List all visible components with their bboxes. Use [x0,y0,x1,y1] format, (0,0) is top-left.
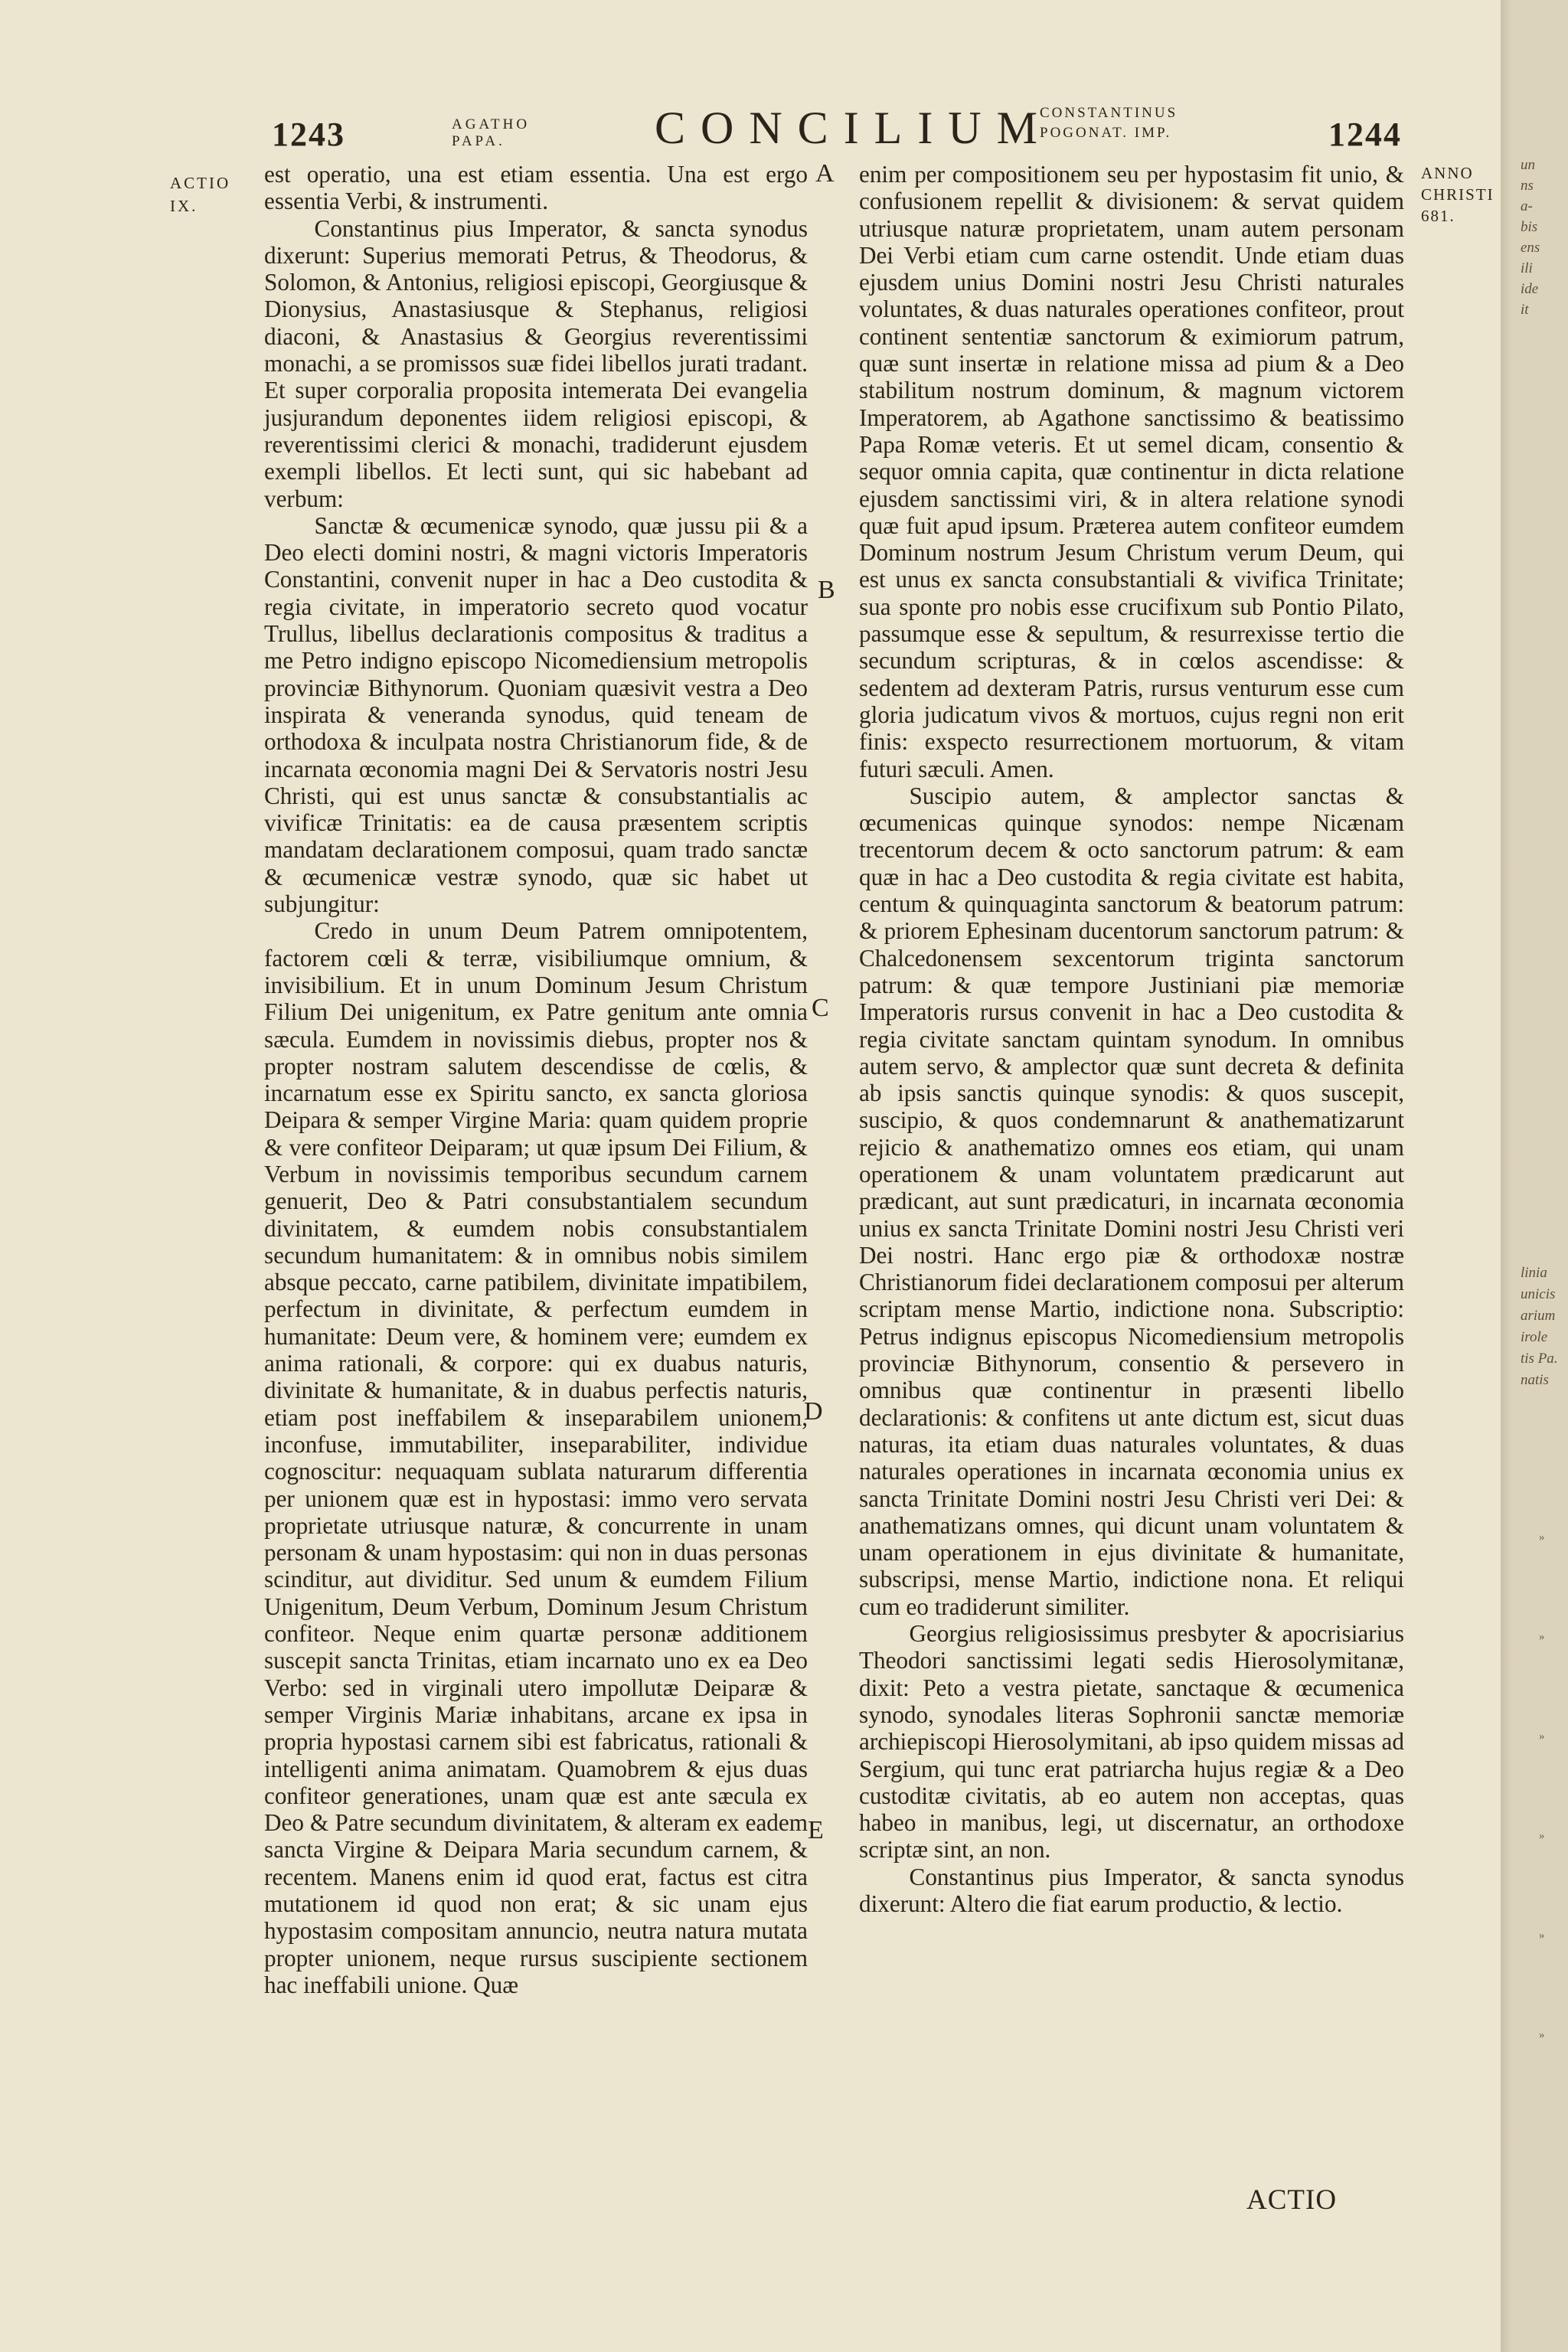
edge-fragment: arium [1521,1308,1556,1324]
edge-fragment: natis [1521,1372,1549,1388]
edge-fragment: tis Pa. [1521,1351,1558,1367]
edge-fragment: bis [1521,219,1538,235]
margin-note-actio [170,172,262,217]
running-head-line: AGATHO [452,116,531,132]
paragraph: Suscipio autem, & amplector sanctas & œcumenicas quinque synodos: nempe Nicænam trecentorum decem & octo sanctorum patrum: & eam quæ in hac a Deo custodita & regia civitate est habita, centum & quinquaginta sanctorum & beatorum patrum: & priorem Ephesinam ducentorum sanctorum patrum: & Chalcedonensem sexcentorum triginta sanctorum patrum: & quæ tempore Justiniani piæ memoriæ Imperatoris rursus convenit in hac a Deo custodita & regia civitate sanctam quintam synodum. In omnibus autem servo, & amplector quæ sunt decreta & definita ab ipsis sanctis quinque synodis: & quos suscepit, suscipio, & quos condemnarunt & anathematizarunt rejicio & anathematizo omnes eos etiam, qui unam operationem & unam voluntatem prædicarunt aut prædicant, aut sunt prædicaturi, in incarnata œconomia unius ex sancta Trinitate Domini nostri Jesu Christi veri Dei nostri. Hanc ergo piæ & orthodoxæ nostræ Christianorum fidei declarationem composui per alterum scriptam mense Martio, indictione nona. Subscriptio: Petrus indignus episcopus Nicomediensium metropolis provinciæ Bithynorum, consentio & persevero in omnibus quæ continentur in præsenti libello declarationis: & confitens ut ante dictum est, sicut duas naturas, ita etiam duas naturales voluntates, & duas naturales operationes in incarnata œconomia unius ex sancta Trinitate Domini nostri Jesu Christi veri Dei: & anathematizans omnes, qui dicunt unam voluntatem & unam operationem in ejus divinitate & humanitate, subscripsi, mense Martio, indictione nona. Et reliqui cum eo tradiderunt similiter. [859,782,1404,1620]
margin-line: CHRISTI [1421,185,1494,204]
paragraph: est operatio, una est etiam essentia. Una est ergo essentia Verbi, & instrumenti. [264,161,808,215]
edge-mark: » [1539,2029,1545,2041]
running-head-line: PAPA. [452,133,505,149]
edge-fragment: it [1521,302,1529,318]
edge-fragment: un [1521,157,1535,173]
section-letter-e: E [808,1816,824,1844]
edge-fragment: ide [1521,281,1539,297]
paragraph: Georgius religiosissimus presbyter & apocrisiarius Theodori sanctissimi legati sedis Hierosolymitanæ, dixit: Peto a vestra pietate, sanctaque & œcumenica synodo, synodales literas Sophronii sanctæ memoriæ archiepiscopi Hierosolymitani, ab ipso quidem missas ad Sergium, qui tunc erat patriarcha hujus regiæ & a Deo custoditæ civitatis, ab eo autem non acceptas, quas habeo in manibus, legi, ut discernatur, an orthodoxe scriptæ sint, an non. [859,1620,1404,1864]
paragraph: Sanctæ & œcumenicæ synodo, quæ jussu pii & a Deo electi domini nostri, & magni victoris Imperatoris Constantini, convenit nuper in hac a Deo custodita & regia civitate, in imperatorio secreto quod vocatur Trullus, libellus declarationis compositus & traditus a me Petro indigno episcopo Nicomediensium metropolis provinciæ Bithynorum. Quoniam quæsivit vestra a Deo inspirata & veneranda synodus, quid teneam de orthodoxa & inculpata nostra Christianorum fide, & de incarnata œconomia magni Dei & Servatoris nostri Jesu Christi, qui est unus sanctæ & consubstantialis ac vivificæ Trinitatis: ea de causa præsentem scriptis mandatam declarationem composui, quam trado sanctæ & œcumenicæ vestræ synodo, quæ sic habet ut subjungitur: [264,511,808,918]
running-head-line: POGONAT. IMP. [1040,125,1172,141]
margin-line: 681. [1421,207,1455,225]
margin-line: IX. [170,197,198,215]
edge-mark: » [1539,1631,1545,1643]
section-letter-c: C [812,994,829,1022]
margin-line: ANNO [1421,164,1474,182]
page-number-right: 1244 [1328,116,1402,153]
edge-mark: » [1539,1730,1545,1743]
edge-fragment: unicis [1521,1286,1556,1302]
edge-fragment: irole [1521,1329,1548,1345]
section-letter-a: A [815,159,835,188]
running-head-constantinus [1040,103,1178,143]
edge-fragment: a- [1521,198,1533,214]
catchword: ACTIO [1246,2184,1338,2216]
edge-mark: » [1539,1531,1545,1544]
edge-fragment: ns [1521,178,1534,194]
edge-fragment: ens [1521,240,1540,256]
margin-note-anno [1421,162,1501,227]
section-letter-b: B [818,576,835,604]
edge-fragment: linia [1521,1265,1547,1281]
edge-mark: » [1539,1830,1545,1842]
text-column-left [264,161,808,1998]
text-column-right [859,161,1404,1917]
paragraph: Credo in unum Deum Patrem omnipotentem, factorem cœli & terræ, visibiliumque omnium, & invisibilium. Et in unum Dominum Jesum Christum Filium Dei unigenitum, ex Patre genitum ante omnia sæcula. Eumdem in novissimis diebus, propter nos & propter nostram salutem descendisse de cœlis, & incarnatum esse ex Spiritu sancto, ex sancta gloriosa Deipara & semper Virgine Maria: quam quidem proprie & vere confiteor Deiparam; ut quæ ipsum Dei Filium, & Verbum in novissimis temporibus secundum carnem genuerit, Deo & Patri consubstantialem secundum divinitatem, & eumdem nobis consubstantialem secundum humanitatem: & in omnibus nobis similem absque peccato, carne patibilem, divinitate impatibilem, perfectum in divinitate, & perfectum eumdem in humanitate: Deum vere, & hominem vere; eumdem ex anima rationali, & corpore: qui ex duabus naturis, divinitate & humanitate, & in duabus perfectis naturis, etiam post ineffabilem & inseparabilem unionem, inconfuse, immutabiliter, inseparabiliter, individue cognoscitur: nequaquam sublata naturarum differentia per unionem quæ est in hypostasi: immo vero servata proprietate utriusque naturæ, & concurrente in unam personam & unam hypostasim: qui non in duas personas scinditur, aut dividitur. Sed unum & eumdem Filium Unigenitum, Deum Verbum, Dominum Jesum Christum confiteor. Neque enim quartæ personæ additionem suscepit sancta Trinitas, etiam incarnato uno ex ea Deo Verbo: sed in virginali utero impollutæ Deiparæ & semper Virginis Mariæ inhabitans, arcane ex ipsa in propria hypostasi carnem sibi est fabricatus, rationali & intelligenti anima animatam. Quamobrem & ejus duas confiteor generationes, unam quæ est ante sæcula ex Deo & Patre secundum divinitatem, & alteram ex eadem sancta Virgine & Deipara Maria secundum carnem, & recentem. Manens enim id quod erat, factus est citra mutationem id quod non erat; & sic unam ejus hypostasim compositam annuncio, neutra natura mutata propter unionem, neque rursus suscipiente sectionem hac ineffabili unione. Quæ [264,917,808,1998]
running-head-line: CONSTANTINUS [1040,105,1178,121]
adjacent-page-edge [1501,0,1568,2352]
edge-fragment: ili [1521,260,1533,276]
margin-line: ACTIO [170,174,231,192]
edge-mark: » [1539,1929,1545,1942]
paragraph: enim per compositionem seu per hypostasim fit unio, & confusionem repellit & divisionem: & servat quidem utriusque naturæ proprietatem, unam autem personam Dei Verbi etiam cum carne ostendit. Unde etiam duas ejusdem unius Domini nostri Jesu Christi naturales voluntates, & duas naturales operationes confiteor, prout continent sententiæ sanctorum & eximiorum patrum, quæ sunt insertæ in relatione missa ad pium & a Deo stabilitum nostrum dominum, & magnum victorem Imperatorem, ab Agathone sanctissimo & beatissimo Papa Romæ veteris. Et ut semel dicam, consentio & sequor omnia capita, quæ continentur in dicta relatione ejusdem sanctissimi viri, & in altera relatione synodi quæ fuit apud ipsum. Præterea autem confiteor eumdem Dominum nostrum Jesum Christum verum Deum, qui est unus ex sancta consubstantiali & vivifica Trinitate; sua sponte pro nobis esse crucifixum sub Pontio Pilato, passumque esse & sepultum, & resurrexisse tertio die secundum scripturas, & in cœlos ascendisse: & sedentem ad dexteram Patris, rursus venturum esse cum gloria judicatum vivos & mortuos, cujus regni non erit finis: exspecto resurrectionem mortuorum, & vitam futuri sæculi. Amen. [859,161,1404,782]
running-head-agatho [452,116,530,150]
running-title: CONCILIUM [655,103,1053,153]
section-letter-d: D [804,1397,823,1426]
page-number-left: 1243 [272,116,345,153]
paragraph: Constantinus pius Imperator, & sancta synodus dixerunt: Superius memorati Petrus, & Theodorus, & Solomon, & Antonius, religiosi episcopi, Georgiusque & Dionysius, Anastasiusque & Stephanus, religiosi diaconi, & Anastasius & Georgius reverentissimi monachi, a se promissos suæ fidei libellos jurati tradant. Et super corporalia proposita intemerata Dei evangelia jusjurandum deponentes iidem religiosi episcopi, & reverentissimi clerici & monachi, tradiderunt ejusdem exempli libellos. Et lecti sunt, qui sic habebant ad verbum: [264,214,808,512]
paragraph: Constantinus pius Imperator, & sancta synodus dixerunt: Altero die fiat earum productio, & lectio. [859,1863,1404,1917]
